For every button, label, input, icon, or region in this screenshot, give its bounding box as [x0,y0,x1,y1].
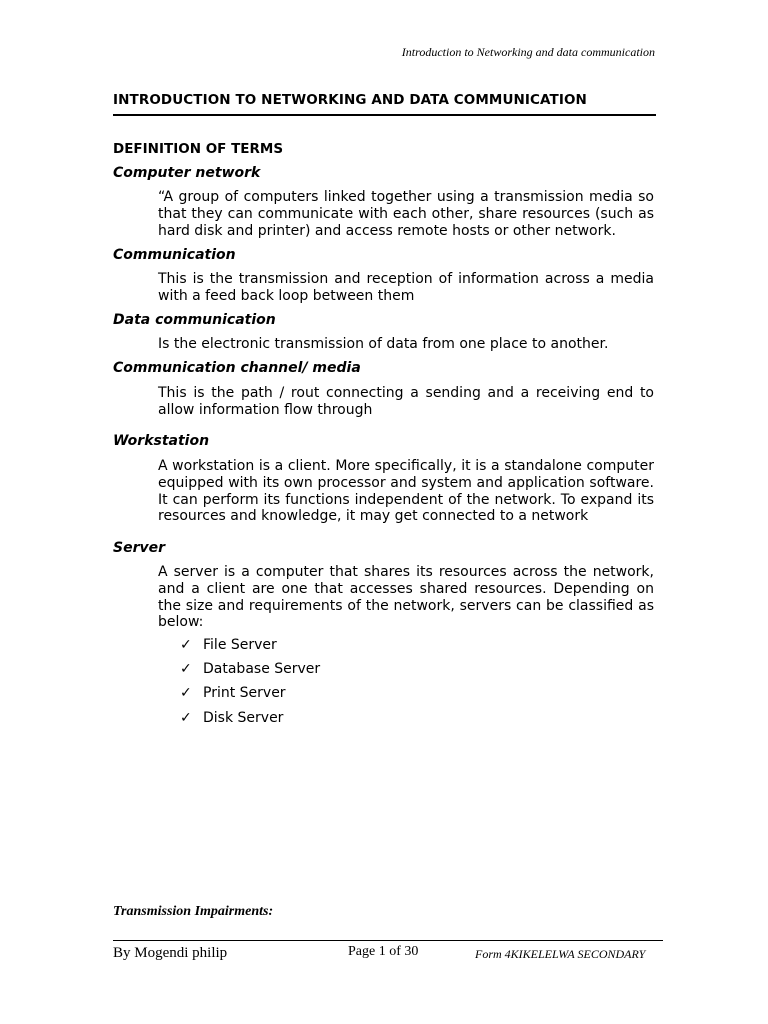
checkmark-icon: ✓ [180,637,192,653]
definition-workstation: A workstation is a client. More specifically, it is a standalone computer equipped with its own processor and system and application software. It can perform its functions independent of the network. To expand its resources and knowledge, it may get connected to a network [158,458,654,525]
checkmark-icon: ✓ [180,661,192,678]
definition-data-communication: Is the electronic transmission of data from one place to another. [158,336,609,352]
footer-school: Form 4KIKELELWA SECONDARY [475,947,646,961]
term-computer-network: Computer network [113,165,261,181]
document-title: INTRODUCTION TO NETWORKING AND DATA COMMUNICATION [113,92,587,108]
definition-communication: This is the transmission and reception of information across a media with a feed back loop between them [158,271,654,304]
transmission-impairments-heading: Transmission Impairments: [113,904,274,919]
term-workstation: Workstation [113,433,210,449]
definition-computer-network: “A group of computers linked together using a transmission media so that they can communicate with each other, share resources (such as hard disk and printer) and access remote hosts or other network. [158,189,654,239]
list-item [180,710,320,734]
list-item-label: Database Server [203,661,321,678]
definition-communication-channel: This is the path / rout connecting a sending and a receiving end to allow information flow through [158,385,654,418]
running-header: Introduction to Networking and data communication [401,45,655,59]
list-item [180,661,320,685]
list-item-label: Print Server [203,685,286,702]
term-server: Server [113,540,166,556]
section-heading: DEFINITION OF TERMS [113,141,284,157]
footer-author: By Mogendi philip [113,945,228,961]
definition-server: A server is a computer that shares its resources across the network, and a client are one that accesses shared resources. Depending on the size and requirements of the network, servers can be classified as below: [158,564,654,631]
server-types-list [180,637,320,734]
list-item [180,637,320,661]
footer-page-number: Page 1 of 30 [348,944,419,959]
term-data-communication: Data communication [113,312,276,328]
list-item-label: File Server [203,637,277,653]
footer-divider [113,940,663,941]
checkmark-icon: ✓ [180,685,192,702]
list-item-label: Disk Server [203,709,284,726]
checkmark-icon: ✓ [180,709,192,726]
title-underline [113,114,656,116]
term-communication-channel: Communication channel/ media [113,360,361,376]
list-item [180,685,320,709]
term-communication: Communication [113,247,236,263]
